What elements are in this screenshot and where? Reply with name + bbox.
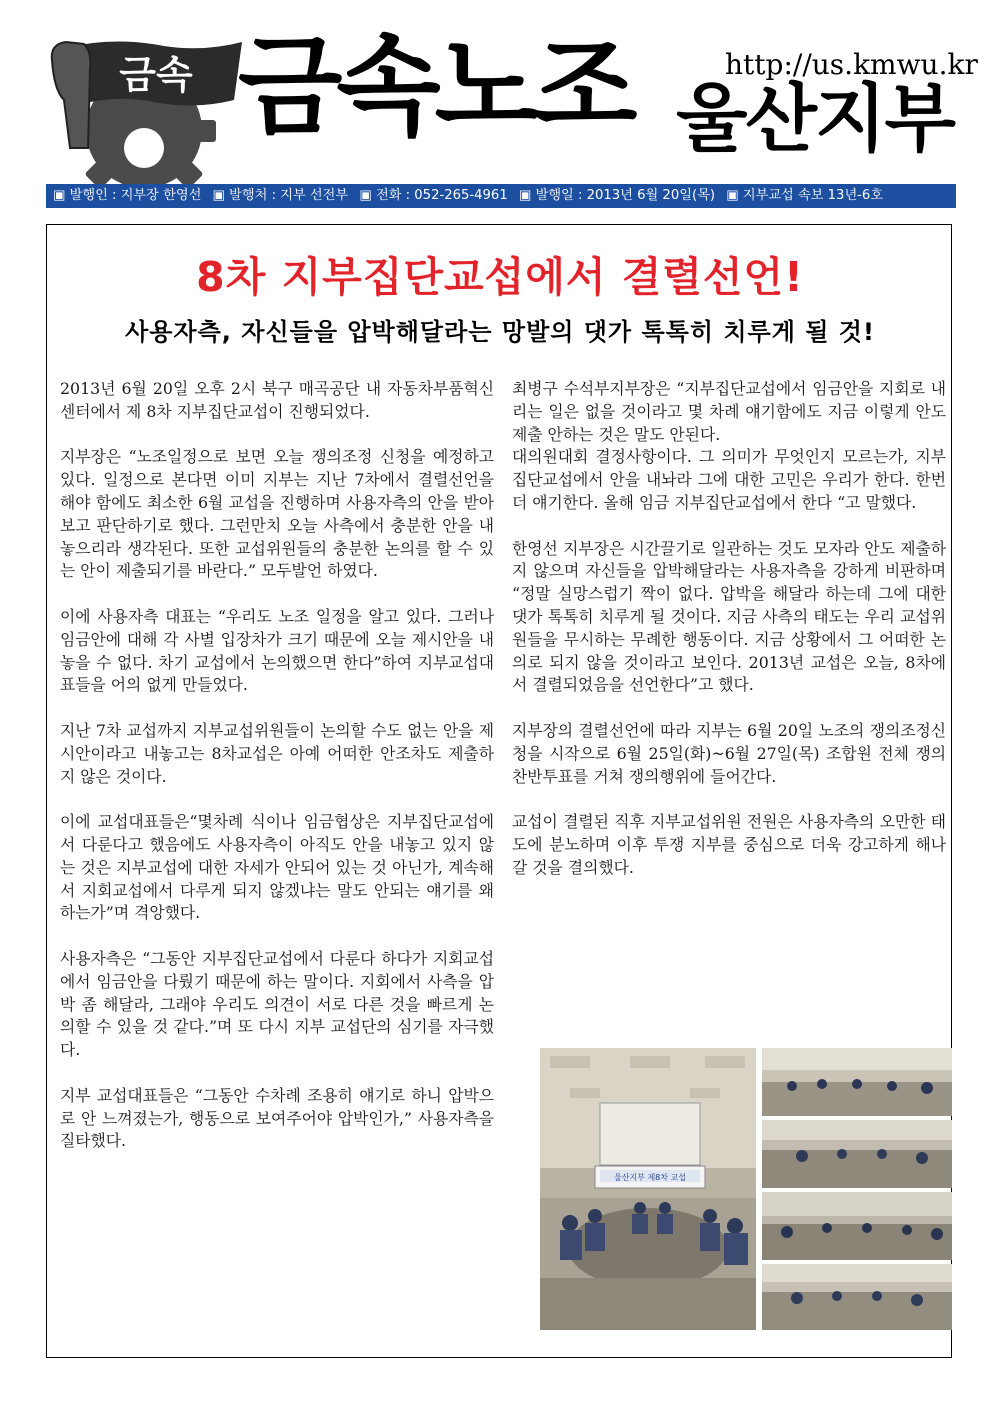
meeting-photo-main (540, 1048, 756, 1330)
publication-info-bar (46, 184, 956, 208)
right-column (512, 378, 946, 902)
subheadline: 사용자측, 자신들을 압박해달라는 망발의 댓가 톡톡히 치루게 될 것! (125, 318, 875, 346)
paragraph: 지부장은 “노조일정으로 보면 오늘 쟁의조정 신청을 예정하고 있다. 일정으로 본다면 이미 지부는 지난 7차에서 결렬선언을 해야 함에도 최소한 6월 교섭을 진행하며 사용자측의 안을 받아보고 판단하기로 했다. 그런만치 오늘 사측에서 충분한 안을 내놓으리라 생각된다. 또한 교섭위원들의 충분한 논의를 할 수 있는 안이 제출되기를 바란다.” 모두발언 하였다. (60, 447, 494, 581)
meeting-photo-4 (762, 1264, 952, 1330)
paragraph: 이에 교섭대표들은“몇차례 식이나 임금협상은 지부집단교섭에서 다룬다고 했음에도 사용자측이 아직도 안을 내놓고 있지 않는 것은 지부교섭에 대한 자세가 안되어 있는 것 아닌가, 계속해서 지회교섭에서 다루게 되지 않겠냐는 말도 안되는 얘기를 왜 하는가”며 격앙했다. (60, 812, 494, 923)
paragraph: 이에 사용자측 대표는 “우리도 노조 일정을 알고 있다. 그러나 임금안에 대해 각 사별 입장차가 크기 때문에 오늘 제시안을 내놓을 수 없다. 차기 교섭에서 논의했으면 한다”하여 지부교섭대표들을 어의 없게 만들었다. (60, 606, 494, 695)
paragraph: 사용자측은 “그동안 지부집단교섭에서 다룬다 하다가 지회교섭에서 임금안을 다뤘기 때문에 하는 말이다. 지회에서 사측을 압박 좀 해달라, 그래야 우리도 의견이 서로 다른 것을 빠르게 논의할 수 있을 것 같다.”며 또 다시 지부 교섭단의 심기를 자극했다. (60, 948, 494, 1060)
issuing-department: ▣ 발행처 : 지부 선전부 (212, 188, 349, 203)
headline: 8차 지부집단교섭에서 결렬선언! (196, 253, 804, 301)
paragraph: 최병구 수석부지부장은 “지부집단교섭에서 임금안을 지회로 내리는 일은 없을 것이라고 몇 차례 얘기함에도 지금 이렇게 안도 제출 안하는 것은 말도 안된다. (512, 379, 946, 444)
paragraph: 지부 교섭대표들은 “그동안 수차례 조용히 얘기로 하니 압박으로 안 느껴졌는가, 행동으로 보여주어야 압박인가,” 사용자측을 질타했다. (60, 1085, 494, 1151)
paragraph: 대의원대회 결정사항이다. 그 의미가 무엇인지 모르는가, 지부집단교섭에서 안을 내놔라 그에 대한 고민은 우리가 한다. 한번 더 얘기한다. 올해 임금 지부집단교섭에서 한다 “고 말했다. (512, 447, 946, 512)
meeting-photo-3 (762, 1192, 952, 1260)
photo-collage (540, 1048, 952, 1330)
fist-icon (52, 42, 91, 148)
publisher: ▣ 발행인 : 지부장 한영선 (53, 188, 202, 203)
site-url[interactable]: http://us.kmwu.kr (725, 48, 978, 81)
issue-number: ▣ 지부교섭 속보 13년-6호 (726, 188, 884, 203)
meeting-photo-2 (762, 1120, 952, 1188)
union-logo (44, 30, 244, 195)
paragraph: 지부장의 결렬선언에 따라 지부는 6월 20일 노조의 쟁의조정신청을 시작으로 6월 25일(화)~6월 27일(목) 조합원 전체 쟁의찬반투표를 거쳐 쟁의행위에 들어간다. (512, 720, 946, 786)
publish-date: ▣ 발행일 : 2013년 6월 20일(목) (518, 188, 715, 203)
left-column (60, 378, 494, 1176)
brand-title: 금속노조 (238, 25, 632, 150)
masthead (0, 0, 1000, 180)
phone: ▣ 전화 : 052-265-4961 (359, 188, 508, 203)
paragraph: 한영선 지부장은 시간끌기로 일관하는 것도 모자라 안도 제출하지 않으며 자신들을 압박해달라는 사용자측을 강하게 비판하며 “정말 실망스럽기 짝이 없다. 압박을 해달라 하는데 그에 대한 댓가 톡톡히 치루게 될 것이다. 지금 사측의 태도는 우리 교섭위원들을 무시하는 무례한 행동이다. 지금 상황에서 그 어떠한 논의로 되지 않을 것이라고 보인다. 2013년 교섭은 오늘, 8차에서 결렬되었음을 선언한다”고 했다. (512, 538, 946, 695)
paragraph: 지난 7차 교섭까지 지부교섭위원들이 논의할 수도 없는 안을 제시안이라고 내놓고는 8차교섭은 아예 어떠한 안조차도 제출하지 않은 것이다. (60, 720, 494, 786)
paragraph: 교섭이 결렬된 직후 지부교섭위원 전원은 사용자측의 오만한 태도에 분노하며 이후 투쟁 지부를 중심으로 더욱 강고하게 해나갈 것을 결의했다. (512, 812, 946, 877)
branch-title: 울산지부 (676, 76, 954, 162)
logo-text: 금속 (119, 53, 193, 97)
paragraph: 2013년 6월 20일 오후 2시 북구 매곡공단 내 자동차부품혁신센터에서 제 8차 지부집단교섭이 진행되었다. (60, 379, 494, 421)
meeting-banner: 울산지부 제8차 교섭 (614, 1173, 686, 1182)
meeting-photo-1 (762, 1048, 952, 1116)
